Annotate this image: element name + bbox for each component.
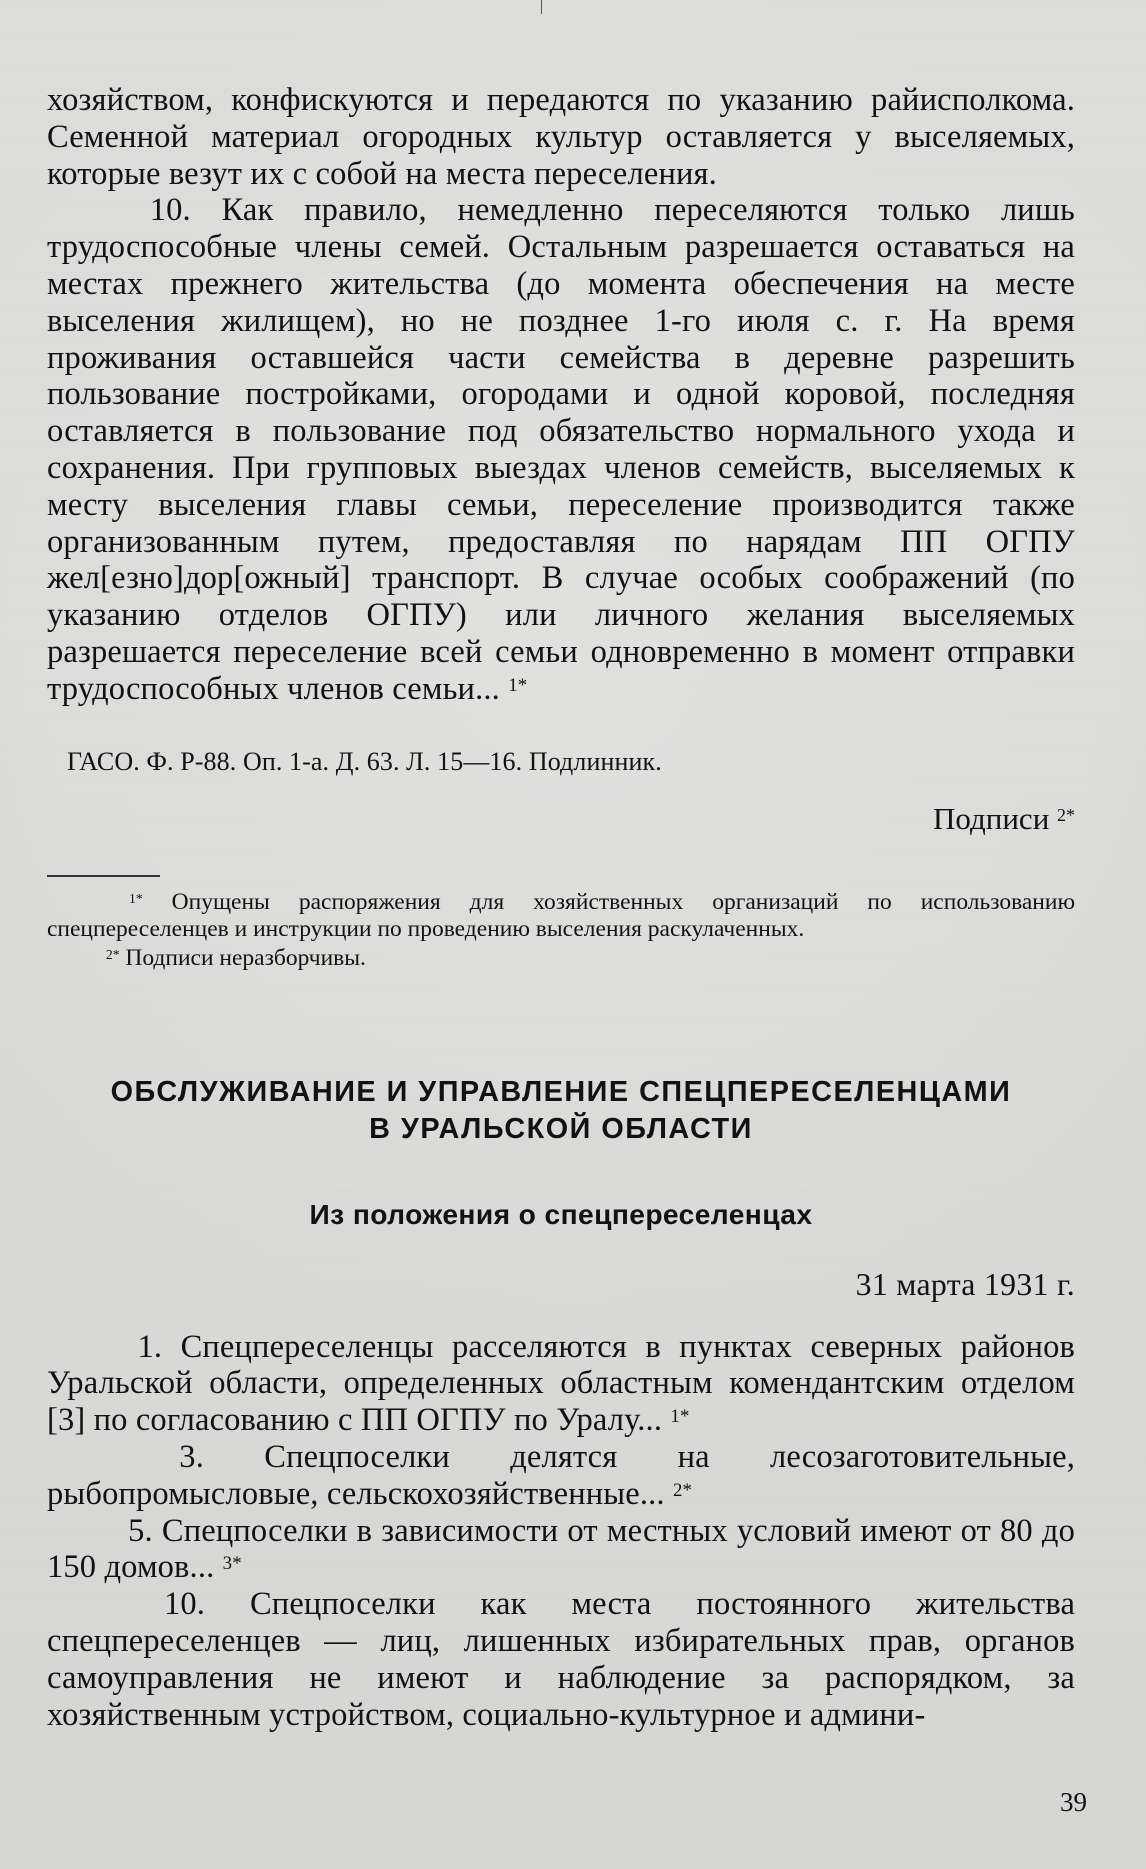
section-title-line-1: ОБСЛУЖИВАНИЕ И УПРАВЛЕНИЕ СПЕЦПЕРЕСЕЛЕНЦАМИ	[110, 1075, 1012, 1108]
section-title	[47, 1074, 1075, 1148]
archive-source: ГАСО. Ф. Р-88. Оп. 1-а. Д. 63. Л. 15—16. Подлинник.	[67, 746, 662, 776]
signatures-line	[47, 801, 1075, 837]
section-item-1-text: Спецпереселенцы расселяются в пунктах северных районов Уральской области, определенных областным комендантским отделом [3] по согласованию с ПП ОГПУ по Уралу...	[47, 1328, 1075, 1439]
signatures-text: Подписи	[932, 800, 1050, 836]
footnote-1	[47, 889, 1075, 943]
paragraph-10-text: Как правило, немедленно переселяются только лишь трудоспособные члены семей. Остальным разрешается оставаться на местах прежнего жительства (до момента обеспечения на месте выселения жилищем), но не позднее 1-го июля с. г. На время проживания оставшейся части семейства в деревне разрешить пользование постройками, огородами и одной коровой, последняя оставляется в пользование под обязательство нормального ухода и сохранения. При групповых выездах членов семейств, выселяемых к месту выселения главы семьи, переселение производится также организованным путем, предоставляя по нарядам ПП ОГПУ жел[езно]дор[ожный] транспорт. В случае особых соображений (по указанию отделов ОГПУ) или личного желания выселяемых разрешается переселение всей семьи одновременно в момент отправки трудоспособных членов семьи...	[47, 192, 1075, 707]
section-item-5	[47, 1513, 1075, 1587]
footnote-2-text: Подписи неразборчивы.	[125, 944, 366, 971]
section-item-3	[47, 1439, 1075, 1513]
document-date: 31 марта 1931 г.	[855, 1266, 1075, 1302]
section-subtitle: Из положения о спецпереселенцах	[309, 1197, 813, 1230]
section-item-1	[47, 1329, 1075, 1439]
section-item-10-number: 10.	[163, 1586, 206, 1623]
page-number: 39	[1060, 1787, 1087, 1817]
paragraph-10	[47, 192, 1075, 707]
section-item-1-number: 1.	[137, 1328, 163, 1365]
section-item-10	[47, 1586, 1075, 1733]
section-item-10-text: Спецпоселки как места постоянного жительства спецпереселенцев — лиц, лишенных избирательных прав, органов самоуправления не имеют и наблюдение за распорядком, за хозяйственным устройством, социально-культурное и админи-	[47, 1586, 1076, 1733]
section-item-5-text: Спецпоселки в зависимости от местных условий имеют от 80 до 150 домов...	[47, 1512, 1076, 1586]
section-title-line-2: В УРАЛЬСКОЙ ОБЛАСТИ	[369, 1112, 753, 1145]
footnote-1-text: Опущены распоряжения для хозяйственных организаций по использованию спецпереселенцев и инструкции по проведению выселения раскулаченных.	[47, 888, 1076, 942]
paragraph-continuation-text: хозяйством, конфискуются и передаются по указанию райисполкома. Семенной материал огородных культур оставляется у выселяемых, которые везут их с собой на места переселения.	[47, 82, 1075, 192]
footnote-separator	[47, 875, 160, 877]
footnote-2	[47, 945, 1075, 972]
page-content	[47, 82, 1075, 1733]
paragraph-10-number: 10.	[149, 192, 191, 229]
footnote-ref-1: 1*	[508, 674, 528, 696]
section-item-5-number: 5.	[128, 1512, 153, 1549]
section-item-3-number: 3.	[179, 1438, 204, 1475]
section-footnote-ref-2: 2*	[672, 1479, 693, 1501]
footnote-1-marker: 1*	[129, 890, 143, 906]
section-footnote-ref-1: 1*	[670, 1406, 690, 1428]
paragraph-continuation	[47, 82, 1075, 192]
footnote-2-marker: 2*	[105, 946, 120, 962]
footnote-ref-2: 2*	[1057, 805, 1075, 825]
top-scan-mark	[541, 0, 542, 14]
section-footnote-ref-3: 3*	[222, 1553, 242, 1575]
section-item-3-text: Спецпоселки делятся на лесозаготовительные, рыбопромысловые, сельскохозяйственные...	[47, 1438, 1075, 1512]
